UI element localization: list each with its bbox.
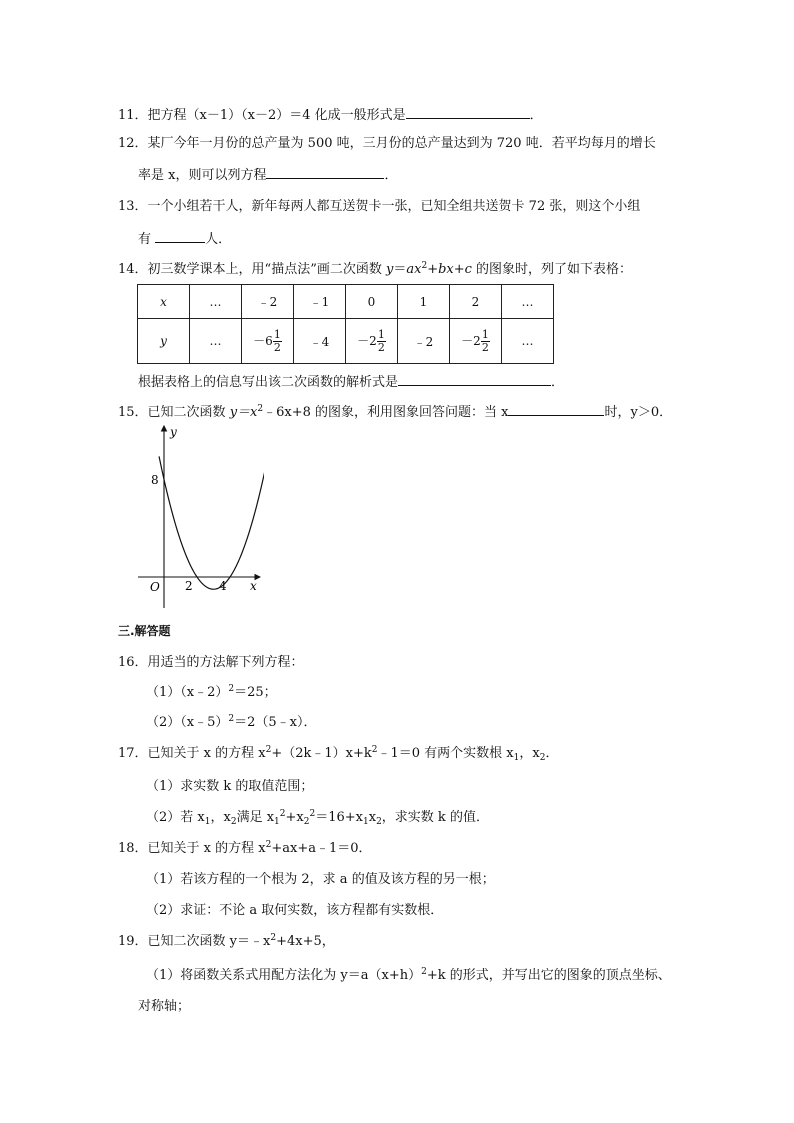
- part-text: （1）（x﹣2）: [146, 685, 229, 700]
- question-text: 已知二次函数: [147, 405, 230, 420]
- question-number: 17．: [118, 746, 148, 761]
- question-text: 把方程（x－1）（x－2）＝4 化成一般形式是: [147, 108, 406, 123]
- punctuation: ．: [384, 168, 398, 183]
- question-19-part-1: [146, 967, 671, 985]
- question-text: 某厂今年一月份的总产量为 500 吨，三月份的总产量达到为 720 吨．若平均每月的增长: [147, 136, 656, 151]
- table-cell: ﹣2: [398, 319, 450, 364]
- part-text: （2）（x﹣5）: [146, 715, 229, 730]
- table-cell-fraction: －6 $\frac{1}{2}$: [242, 319, 294, 364]
- question-13-continued: [138, 229, 231, 249]
- x-tick-label: 4: [219, 579, 227, 593]
- question-text: 的图象时，列了如下表格：: [471, 262, 633, 277]
- part-text: （1）将函数关系式用配方法化为 y＝a（x+h）: [146, 968, 422, 983]
- question-14: [118, 261, 632, 279]
- exponent: 2: [309, 809, 316, 819]
- value-table: [137, 284, 554, 364]
- parabola-graph: [132, 422, 264, 612]
- question-17-part-1: （1）求实数 k 的取值范围；: [146, 779, 314, 794]
- subscript: 2: [539, 753, 546, 763]
- exponent: 2: [257, 404, 264, 414]
- table-cell-fraction: －2 $\frac{1}{2}$: [450, 319, 502, 364]
- function-variable: y: [385, 262, 394, 277]
- exponent: 2: [279, 809, 286, 819]
- exponent: 2: [421, 967, 427, 977]
- answer-blank[interactable]: [155, 229, 205, 243]
- part-text: ＝2（5﹣x）．: [234, 715, 317, 730]
- table-cell: 2: [450, 285, 502, 319]
- x-axis-label: x: [250, 579, 257, 593]
- question-number: 16．: [118, 655, 148, 670]
- subscript: 1: [362, 817, 369, 827]
- part-text: +x: [285, 810, 304, 825]
- exponent: 2: [228, 684, 235, 694]
- question-text: 一个小组若干人，新年每两人都互送贺卡一张，已知全组共送贺卡 72 张，则这个小组: [147, 199, 641, 214]
- part-text: ，求实数 k 的值．: [381, 810, 489, 825]
- question-12-continued: [138, 165, 397, 185]
- y-axis-label: y: [170, 425, 177, 439]
- question-text: 初三数学课本上，用“描点法”画二次函数: [147, 262, 386, 277]
- question-text: 已知关于 x 的方程 x: [147, 746, 266, 761]
- question-number: 14．: [118, 262, 148, 277]
- answer-blank[interactable]: [406, 105, 530, 119]
- subscript: 2: [376, 817, 382, 827]
- question-18: [118, 840, 372, 858]
- part-text: 满足 x: [236, 810, 275, 825]
- table-cell: 0: [346, 285, 398, 319]
- question-number: 12．: [118, 136, 148, 151]
- question-text: +4x+5，: [276, 934, 335, 949]
- subscript: 2: [230, 817, 237, 827]
- function-term: ax: [406, 262, 422, 277]
- question-19-part-1-continued: 对称轴；: [138, 999, 191, 1014]
- answer-blank[interactable]: [508, 402, 604, 416]
- question-16-part-1: [146, 684, 277, 702]
- exponent: 2: [270, 933, 277, 943]
- question-17-part-2: [146, 809, 489, 827]
- table-cell: 1: [398, 285, 450, 319]
- punctuation: ．: [529, 108, 543, 123]
- table-cell: ﹣1: [294, 285, 346, 319]
- question-number: 18．: [118, 841, 148, 856]
- question-17: [118, 745, 558, 763]
- question-16: [118, 654, 304, 672]
- question-text: ﹣1＝0 有两个实数根 x: [377, 746, 514, 761]
- function-term: +bx+c: [427, 262, 472, 277]
- part-text: （2）若 x: [146, 810, 205, 825]
- punctuation: ．: [551, 375, 565, 390]
- question-14-answer-line: [138, 372, 564, 392]
- table-cell: …: [190, 285, 242, 319]
- part-text: +k 的形式，并写出它的图象的顶点坐标、: [426, 968, 671, 983]
- question-text: ﹣6x+8 的图象，利用图象回答问题：当 x: [263, 405, 509, 420]
- question-number: 15．: [118, 405, 148, 420]
- equals-sign: ＝: [393, 262, 407, 277]
- origin-label: O: [150, 580, 160, 594]
- table-row-y: [138, 319, 554, 364]
- section-heading: 三.解答题: [118, 624, 171, 638]
- question-number: 11．: [118, 108, 148, 123]
- y-tick-label: 8: [151, 473, 159, 487]
- question-19: [118, 933, 335, 951]
- question-text: 已知关于 x 的方程 x: [147, 841, 266, 856]
- question-text: 已知二次函数 y＝﹣x: [147, 934, 271, 949]
- function-term: y＝x: [229, 405, 258, 420]
- question-text: +（2k﹣1）x+k: [271, 746, 372, 761]
- question-15: [118, 402, 672, 422]
- answer-blank[interactable]: [266, 165, 384, 179]
- question-text: 人．: [205, 232, 232, 247]
- table-row-x: [138, 285, 554, 319]
- question-text: 率是 x，则可以列方程: [138, 168, 267, 183]
- table-cell: y: [138, 319, 190, 364]
- table-cell: x: [138, 285, 190, 319]
- question-text: +ax+a﹣1＝0．: [271, 841, 372, 856]
- answer-blank[interactable]: [398, 372, 551, 386]
- parabola-curve: [159, 456, 264, 589]
- question-text: 根据表格上的信息写出该二次函数的解析式是: [138, 375, 399, 390]
- question-number: 13．: [118, 199, 148, 214]
- question-text: 时，y＞0．: [604, 405, 673, 420]
- question-12: [118, 135, 656, 153]
- table-cell: …: [502, 285, 554, 319]
- question-18-part-1: （1）若该方程的一个根为 2，求 a 的值及该方程的另一根；: [146, 872, 495, 887]
- part-text: ，x: [210, 810, 231, 825]
- subscript: 1: [274, 817, 280, 827]
- question-13: [118, 198, 640, 216]
- question-number: 19．: [118, 934, 148, 949]
- part-text: x: [368, 810, 377, 825]
- exponent: 2: [371, 745, 378, 755]
- table-cell: ﹣4: [294, 319, 346, 364]
- question-11: [118, 105, 543, 125]
- part-text: ＝25；: [234, 685, 277, 700]
- exponent: 2: [228, 714, 235, 724]
- table-cell: …: [502, 319, 554, 364]
- exponent: 2: [265, 745, 272, 755]
- subscript: 1: [513, 753, 520, 763]
- question-16-part-2: [146, 714, 316, 732]
- x-tick-label: 2: [185, 579, 193, 593]
- exponent: 2: [265, 840, 272, 850]
- question-18-part-2: （2）求证：不论 a 取何实数，该方程都有实数根．: [146, 903, 444, 918]
- subscript: 2: [303, 817, 310, 827]
- table-cell: …: [190, 319, 242, 364]
- subscript: 1: [204, 817, 211, 827]
- exponent: 2: [421, 261, 428, 271]
- part-text: ＝16+x: [315, 810, 363, 825]
- table-cell-fraction: －2 $\frac{1}{2}$: [346, 319, 398, 364]
- punctuation: ．: [545, 746, 559, 761]
- question-text: 有: [138, 232, 156, 247]
- table-cell: ﹣2: [242, 285, 294, 319]
- question-text: ，x: [519, 746, 540, 761]
- question-text: 用适当的方法解下列方程：: [147, 655, 304, 670]
